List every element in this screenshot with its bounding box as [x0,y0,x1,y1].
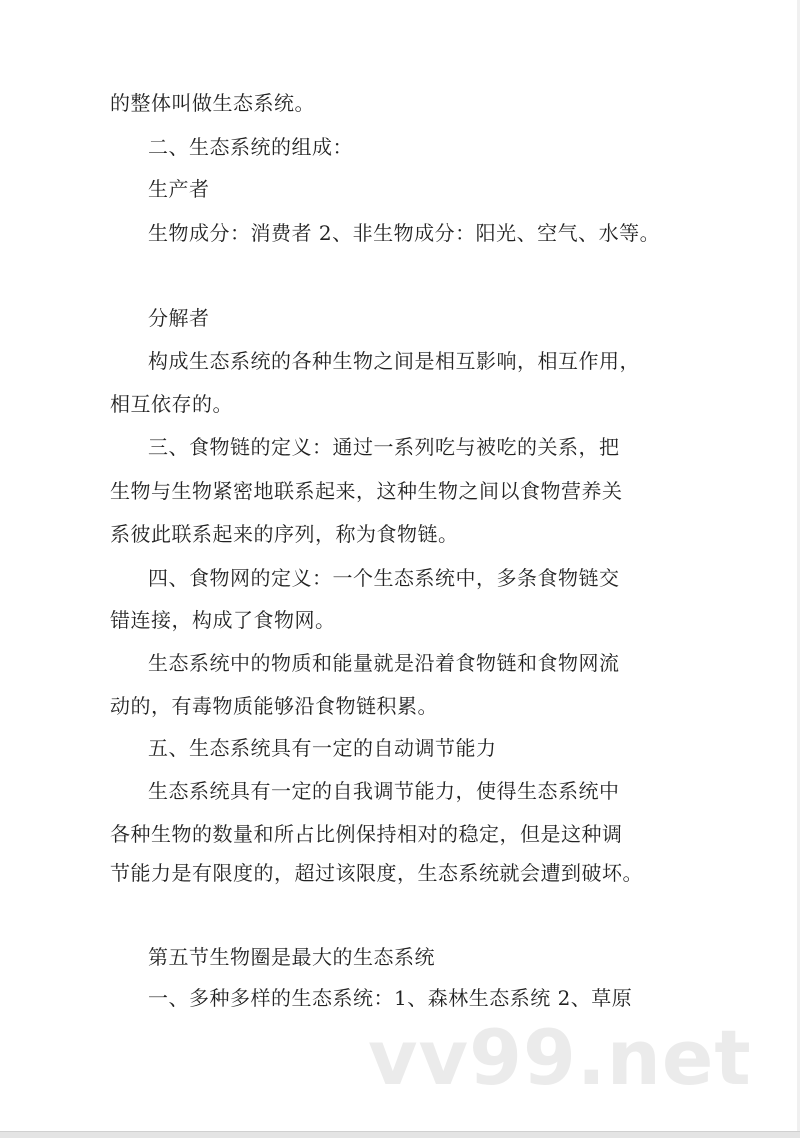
text-line: 动的，有毒物质能够沿食物链积累。 [110,694,438,718]
text-line: 各种生物的数量和所占比例保持相对的稳定，但是这种调 [110,822,623,846]
text-line: 生物与生物紧密地联系起来，这种生物之间以食物营养关 [110,479,623,503]
section-heading: 五、生态系统具有一定的自动调节能力 [148,736,497,760]
text-line: 的整体叫做生态系统。 [110,91,315,115]
section-heading: 四、食物网的定义：一个生态系统中，多条食物链交 [148,566,620,590]
text-line: 错连接，构成了食物网。 [110,608,336,632]
text-line: 节能力是有限度的，超过该限度，生态系统就会遭到破坏。 [110,861,643,885]
text-line: 生态系统中的物质和能量就是沿着食物链和食物网流 [148,651,620,675]
text-line: 生产者 [148,177,210,201]
text-line: 构成生态系统的各种生物之间是相互影响，相互作用， [148,349,640,373]
text-line: 生物成分：消费者 2、非生物成分：阳光、空气、水等。 [148,221,661,245]
section-heading: 三、食物链的定义：通过一系列吃与被吃的关系，把 [148,435,620,459]
chapter-heading: 第五节生物圈是最大的生态系统 [148,945,435,969]
text-line: 系彼此联系起来的序列，称为食物链。 [110,522,459,546]
watermark: vv99.net [368,1013,752,1102]
text-line: 分解者 [148,306,210,330]
text-line: 相互依存的。 [110,392,233,416]
section-heading: 二、生态系统的组成： [148,135,353,159]
text-line: 生态系统具有一定的自我调节能力，使得生态系统中 [148,779,620,803]
text-line: 一、多种多样的生态系统：1、森林生态系统 2、草原 [148,986,633,1010]
